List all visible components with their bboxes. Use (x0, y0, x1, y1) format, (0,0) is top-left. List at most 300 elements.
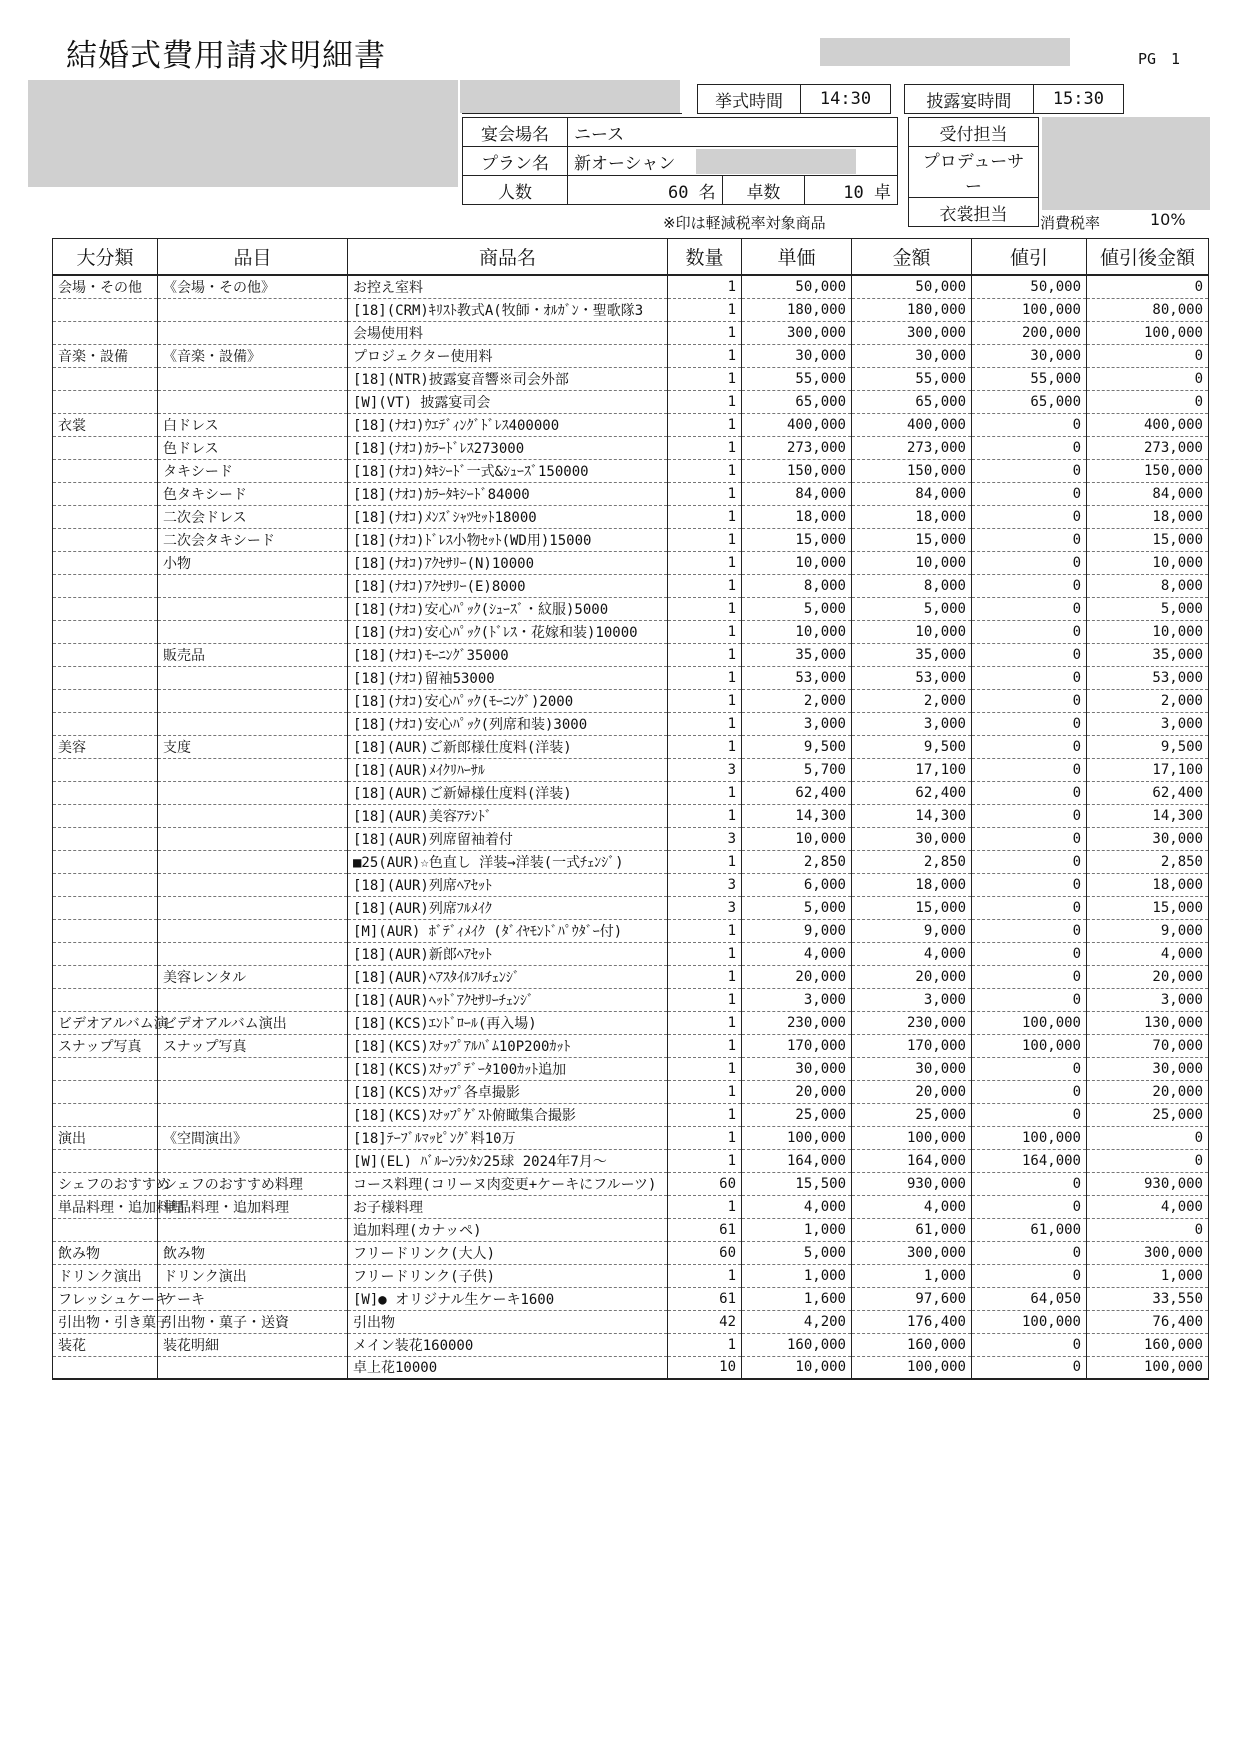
cell-amount: 150,000 (852, 459, 972, 482)
cell-net-amount: 0 (1087, 275, 1209, 298)
cell-discount: 0 (972, 712, 1087, 735)
cell-category: 会場・その他 (53, 275, 158, 298)
cell-amount: 400,000 (852, 413, 972, 436)
cell-unit-price: 400,000 (742, 413, 852, 436)
cell-product: [18](KCS)ｽﾅｯﾌﾟ各卓撮影 (348, 1080, 668, 1103)
cell-qty: 3 (668, 758, 742, 781)
cell-qty: 1 (668, 712, 742, 735)
tables-value: 10 卓 (805, 176, 898, 205)
cell-item (158, 597, 348, 620)
cell-amount: 97,600 (852, 1287, 972, 1310)
cell-discount: 0 (972, 804, 1087, 827)
table-row (53, 551, 1209, 574)
cell-discount: 0 (972, 643, 1087, 666)
cell-amount: 1,000 (852, 1264, 972, 1287)
cell-unit-price: 30,000 (742, 344, 852, 367)
cell-category (53, 459, 158, 482)
cell-discount: 0 (972, 1241, 1087, 1264)
cell-unit-price: 4,000 (742, 942, 852, 965)
table-row (53, 850, 1209, 873)
cell-product: [18](CRM)ｷﾘｽﾄ教式A(牧師・ｵﾙｶﾞﾝ・聖歌隊3 (348, 298, 668, 321)
cell-net-amount: 930,000 (1087, 1172, 1209, 1195)
cell-qty: 1 (668, 321, 742, 344)
cell-discount: 0 (972, 1356, 1087, 1379)
cell-product: [18](ﾅｵｺ)ﾓｰﾆﾝｸﾞ35000 (348, 643, 668, 666)
cell-unit-price: 3,000 (742, 988, 852, 1011)
cell-net-amount: 2,000 (1087, 689, 1209, 712)
table-row (53, 643, 1209, 666)
cell-item (158, 298, 348, 321)
cell-discount: 0 (972, 436, 1087, 459)
cell-item: ケーキ (158, 1287, 348, 1310)
cell-discount: 30,000 (972, 344, 1087, 367)
cell-product: ■25(AUR)☆色直し 洋装→洋装(一式ﾁｪﾝｼﾞ) (348, 850, 668, 873)
table-row (53, 390, 1209, 413)
cell-qty: 61 (668, 1287, 742, 1310)
cell-net-amount: 100,000 (1087, 321, 1209, 344)
cell-category: スナップ写真 (53, 1034, 158, 1057)
cell-discount: 0 (972, 597, 1087, 620)
cell-category (53, 666, 158, 689)
cell-amount: 17,100 (852, 758, 972, 781)
cell-item: 引出物・菓子・送資 (158, 1310, 348, 1333)
cell-discount: 0 (972, 873, 1087, 896)
cell-item (158, 919, 348, 942)
cell-unit-price: 10,000 (742, 827, 852, 850)
table-row (53, 597, 1209, 620)
cell-item (158, 1103, 348, 1126)
cell-product: [18](ﾅｵｺ)安心ﾊﾟｯｸ(列席和装)3000 (348, 712, 668, 735)
cell-unit-price: 20,000 (742, 965, 852, 988)
cell-unit-price: 6,000 (742, 873, 852, 896)
table-row (53, 1333, 1209, 1356)
cell-product: [18](ﾅｵｺ)留袖53000 (348, 666, 668, 689)
cell-qty: 1 (668, 850, 742, 873)
cell-category: 美容 (53, 735, 158, 758)
cell-net-amount: 1,000 (1087, 1264, 1209, 1287)
cell-category (53, 367, 158, 390)
cell-category (53, 942, 158, 965)
reception-time-value: 15:30 (1052, 89, 1104, 109)
cell-net-amount: 3,000 (1087, 712, 1209, 735)
cell-category (53, 482, 158, 505)
cell-product: [18](AUR)美容ｱﾃﾝﾄﾞ (348, 804, 668, 827)
cell-net-amount: 100,000 (1087, 1356, 1209, 1379)
cell-category: 単品料理・追加料理 (53, 1195, 158, 1218)
cell-product: [W](VT) 披露宴司会 (348, 390, 668, 413)
cell-discount: 64,050 (972, 1287, 1087, 1310)
cell-net-amount: 25,000 (1087, 1103, 1209, 1126)
redacted-block (460, 80, 680, 113)
table-row (53, 988, 1209, 1011)
cell-net-amount: 3,000 (1087, 988, 1209, 1011)
cell-discount: 0 (972, 1103, 1087, 1126)
cell-discount: 0 (972, 1333, 1087, 1356)
cell-category (53, 1080, 158, 1103)
cell-product: [W](EL) ﾊﾞﾙｰﾝﾗﾝﾀﾝ25球 2024年7月～ (348, 1149, 668, 1172)
table-row (53, 1034, 1209, 1057)
cell-unit-price: 65,000 (742, 390, 852, 413)
cell-product: [18](NTR)披露宴音響※司会外部 (348, 367, 668, 390)
table-row (53, 367, 1209, 390)
cell-amount: 4,000 (852, 942, 972, 965)
cell-item: 小物 (158, 551, 348, 574)
cell-item (158, 1356, 348, 1379)
guests-value: 60 名 (568, 176, 723, 205)
cell-unit-price: 1,000 (742, 1218, 852, 1241)
cell-item (158, 620, 348, 643)
cell-amount: 9,000 (852, 919, 972, 942)
cell-qty: 1 (668, 505, 742, 528)
table-row (53, 873, 1209, 896)
cell-item (158, 942, 348, 965)
cell-amount: 18,000 (852, 873, 972, 896)
cell-category (53, 988, 158, 1011)
cell-category: ドリンク演出 (53, 1264, 158, 1287)
cell-net-amount: 20,000 (1087, 1080, 1209, 1103)
cell-category (53, 321, 158, 344)
cell-amount: 14,300 (852, 804, 972, 827)
cell-qty: 1 (668, 988, 742, 1011)
cell-discount: 0 (972, 551, 1087, 574)
table-row (53, 1103, 1209, 1126)
cell-unit-price: 84,000 (742, 482, 852, 505)
cell-discount: 0 (972, 827, 1087, 850)
cell-unit-price: 170,000 (742, 1034, 852, 1057)
cell-item: 単品料理・追加料理 (158, 1195, 348, 1218)
cell-qty: 1 (668, 1057, 742, 1080)
cell-category (53, 919, 158, 942)
cell-unit-price: 100,000 (742, 1126, 852, 1149)
cell-category (53, 1356, 158, 1379)
cell-discount: 100,000 (972, 1034, 1087, 1057)
cell-category: 装花 (53, 1333, 158, 1356)
cell-item (158, 988, 348, 1011)
cell-amount: 25,000 (852, 1103, 972, 1126)
cell-net-amount: 10,000 (1087, 551, 1209, 574)
staff-grid (908, 117, 1039, 227)
cell-discount: 55,000 (972, 367, 1087, 390)
table-row (53, 321, 1209, 344)
cell-amount: 8,000 (852, 574, 972, 597)
table-row (53, 436, 1209, 459)
cell-category (53, 1218, 158, 1241)
cell-product: [18](AUR)ﾍｯﾄﾞｱｸｾｻﾘｰﾁｪﾝｼﾞ (348, 988, 668, 1011)
cell-unit-price: 5,700 (742, 758, 852, 781)
cell-unit-price: 4,200 (742, 1310, 852, 1333)
cell-net-amount: 17,100 (1087, 758, 1209, 781)
cell-net-amount: 33,550 (1087, 1287, 1209, 1310)
cell-unit-price: 14,300 (742, 804, 852, 827)
cell-net-amount: 18,000 (1087, 505, 1209, 528)
table-row (53, 620, 1209, 643)
cell-category (53, 390, 158, 413)
cell-category (53, 896, 158, 919)
cell-product: [18](ﾅｵｺ)安心ﾊﾟｯｸ(ﾓｰﾆﾝｸﾞ)2000 (348, 689, 668, 712)
cell-category (53, 781, 158, 804)
table-row (53, 298, 1209, 321)
cell-discount: 100,000 (972, 1126, 1087, 1149)
cell-net-amount: 0 (1087, 367, 1209, 390)
cell-unit-price: 8,000 (742, 574, 852, 597)
cell-item: 《音楽・設備》 (158, 344, 348, 367)
table-row (53, 1080, 1209, 1103)
cell-amount: 84,000 (852, 482, 972, 505)
cell-category (53, 597, 158, 620)
cell-amount: 2,000 (852, 689, 972, 712)
col-net-amount: 値引後金額 (1087, 239, 1209, 276)
table-row (53, 459, 1209, 482)
cell-category (53, 689, 158, 712)
cell-product: [18](AUR)ﾍｱｽﾀｲﾙﾌﾙﾁｪﾝｼﾞ (348, 965, 668, 988)
cell-unit-price: 300,000 (742, 321, 852, 344)
underline (462, 113, 682, 114)
cell-item (158, 781, 348, 804)
cell-net-amount: 30,000 (1087, 1057, 1209, 1080)
cell-category (53, 1149, 158, 1172)
cell-product: [18](AUR)ご新婦様仕度料(洋装) (348, 781, 668, 804)
cell-discount: 0 (972, 482, 1087, 505)
cell-qty: 1 (668, 1103, 742, 1126)
table-row (53, 758, 1209, 781)
table-row (53, 666, 1209, 689)
cell-category (53, 528, 158, 551)
cell-amount: 300,000 (852, 321, 972, 344)
table-row (53, 1057, 1209, 1080)
redacted-block (1042, 117, 1210, 210)
col-amount: 金額 (852, 239, 972, 276)
cell-product: [18](KCS)ｽﾅｯﾌﾟﾃﾞｰﾀ100ｶｯﾄ追加 (348, 1057, 668, 1080)
cell-unit-price: 5,000 (742, 597, 852, 620)
cell-category (53, 298, 158, 321)
cell-product: [18](ﾅｵｺ)ｶﾗｰﾀｷｼｰﾄﾞ84000 (348, 482, 668, 505)
cell-category (53, 505, 158, 528)
cell-product: お子様料理 (348, 1195, 668, 1218)
cell-discount: 0 (972, 942, 1087, 965)
cell-amount: 3,000 (852, 988, 972, 1011)
cell-product: [18](ﾅｵｺ)ｳｴﾃﾞｨﾝｸﾞﾄﾞﾚｽ400000 (348, 413, 668, 436)
cell-unit-price: 10,000 (742, 551, 852, 574)
cell-product: [18](ﾅｵｺ)ﾒﾝｽﾞｼｬﾂｾｯﾄ18000 (348, 505, 668, 528)
cell-item (158, 574, 348, 597)
cell-unit-price: 5,000 (742, 896, 852, 919)
cell-qty: 42 (668, 1310, 742, 1333)
cell-product: 追加料理(カナッペ) (348, 1218, 668, 1241)
cell-discount: 200,000 (972, 321, 1087, 344)
cell-item: タキシード (158, 459, 348, 482)
cell-qty: 1 (668, 1126, 742, 1149)
cell-discount: 0 (972, 528, 1087, 551)
plan-value: 新オーシャン (574, 153, 676, 174)
cell-product: [18](ﾅｵｺ)安心ﾊﾟｯｸ(ｼｭｰｽﾞ・紋服)5000 (348, 597, 668, 620)
cell-unit-price: 5,000 (742, 1241, 852, 1264)
cell-amount: 35,000 (852, 643, 972, 666)
cell-unit-price: 53,000 (742, 666, 852, 689)
cell-category (53, 1103, 158, 1126)
cell-qty: 1 (668, 597, 742, 620)
cell-item (158, 367, 348, 390)
cell-net-amount: 84,000 (1087, 482, 1209, 505)
cell-product: [18](AUR)列席留袖着付 (348, 827, 668, 850)
cell-qty: 1 (668, 1034, 742, 1057)
cell-item (158, 1149, 348, 1172)
cell-amount: 50,000 (852, 275, 972, 298)
tables-label: 卓数 (722, 176, 805, 205)
cell-discount: 65,000 (972, 390, 1087, 413)
cell-unit-price: 10,000 (742, 1356, 852, 1379)
cell-product: [18](ﾅｵｺ)ﾄﾞﾚｽ小物ｾｯﾄ(WD用)15000 (348, 528, 668, 551)
reception-time-box (904, 84, 1124, 114)
cell-unit-price: 9,500 (742, 735, 852, 758)
cell-qty: 1 (668, 390, 742, 413)
tax-rate-value: 10% (1150, 210, 1186, 229)
cell-category: フレッシュケーキ (53, 1287, 158, 1310)
cell-item: 白ドレス (158, 413, 348, 436)
cell-qty: 3 (668, 873, 742, 896)
cell-qty: 1 (668, 367, 742, 390)
col-item: 品目 (158, 239, 348, 276)
cell-category: 衣裳 (53, 413, 158, 436)
table-row (53, 275, 1209, 298)
cell-net-amount: 62,400 (1087, 781, 1209, 804)
table-row (53, 1195, 1209, 1218)
cell-product: [18](ﾅｵｺ)ﾀｷｼｰﾄﾞ一式&ｼｭｰｽﾞ150000 (348, 459, 668, 482)
cell-amount: 55,000 (852, 367, 972, 390)
cell-qty: 1 (668, 1011, 742, 1034)
table-row (53, 528, 1209, 551)
cell-qty: 1 (668, 735, 742, 758)
venue-info-grid (462, 117, 898, 205)
cell-item (158, 689, 348, 712)
cell-item: スナップ写真 (158, 1034, 348, 1057)
cell-net-amount: 15,000 (1087, 896, 1209, 919)
tax-rate-label: 消費税率 (1040, 214, 1101, 232)
table-row (53, 896, 1209, 919)
cell-net-amount: 0 (1087, 390, 1209, 413)
cell-net-amount: 300,000 (1087, 1241, 1209, 1264)
cell-category (53, 827, 158, 850)
cell-discount: 100,000 (972, 1310, 1087, 1333)
cell-discount: 100,000 (972, 1011, 1087, 1034)
venue-label: 宴会場名 (463, 118, 568, 147)
cell-net-amount: 15,000 (1087, 528, 1209, 551)
table-row (53, 712, 1209, 735)
cell-unit-price: 9,000 (742, 919, 852, 942)
cell-amount: 30,000 (852, 827, 972, 850)
cell-amount: 3,000 (852, 712, 972, 735)
cell-unit-price: 2,850 (742, 850, 852, 873)
cell-item: 販売品 (158, 643, 348, 666)
table-row (53, 1287, 1209, 1310)
cell-category (53, 758, 158, 781)
cell-product: [18](AUR)新郎ﾍｱｾｯﾄ (348, 942, 668, 965)
cell-item: 色タキシード (158, 482, 348, 505)
cell-unit-price: 55,000 (742, 367, 852, 390)
cell-net-amount: 8,000 (1087, 574, 1209, 597)
cell-unit-price: 10,000 (742, 620, 852, 643)
cell-qty: 1 (668, 804, 742, 827)
cell-amount: 273,000 (852, 436, 972, 459)
cell-unit-price: 150,000 (742, 459, 852, 482)
cell-category (53, 643, 158, 666)
cell-qty: 60 (668, 1241, 742, 1264)
cell-product: お控え室料 (348, 275, 668, 298)
cell-net-amount: 14,300 (1087, 804, 1209, 827)
cell-discount: 0 (972, 1195, 1087, 1218)
cell-discount: 0 (972, 620, 1087, 643)
cell-item (158, 666, 348, 689)
table-row (53, 827, 1209, 850)
cell-discount: 61,000 (972, 1218, 1087, 1241)
cell-qty: 1 (668, 413, 742, 436)
cell-unit-price: 160,000 (742, 1333, 852, 1356)
cell-product: [18](KCS)ｽﾅｯﾌﾟｹﾞｽﾄ俯瞰集合撮影 (348, 1103, 668, 1126)
table-row (53, 781, 1209, 804)
table-row (53, 1310, 1209, 1333)
col-unit-price: 単価 (742, 239, 852, 276)
cell-amount: 15,000 (852, 896, 972, 919)
reception-time-label: 披露宴時間 (905, 85, 1034, 113)
cell-amount: 65,000 (852, 390, 972, 413)
cell-net-amount: 9,500 (1087, 735, 1209, 758)
cell-net-amount: 2,850 (1087, 850, 1209, 873)
cell-item (158, 712, 348, 735)
ceremony-time-label: 挙式時間 (698, 85, 801, 113)
cell-qty: 1 (668, 1080, 742, 1103)
cell-qty: 1 (668, 1149, 742, 1172)
cell-amount: 100,000 (852, 1126, 972, 1149)
table-row (53, 344, 1209, 367)
cell-net-amount: 70,000 (1087, 1034, 1209, 1057)
cell-net-amount: 9,000 (1087, 919, 1209, 942)
cell-unit-price: 180,000 (742, 298, 852, 321)
cell-qty: 1 (668, 781, 742, 804)
cell-qty: 3 (668, 896, 742, 919)
table-row (53, 1126, 1209, 1149)
cell-amount: 30,000 (852, 344, 972, 367)
table-row (53, 1149, 1209, 1172)
document-title: 結婚式費用請求明細書 (66, 38, 386, 74)
cell-product: [18](ﾅｵｺ)安心ﾊﾟｯｸ(ﾄﾞﾚｽ・花嫁和装)10000 (348, 620, 668, 643)
ceremony-time-value: 14:30 (819, 89, 872, 109)
table-row (53, 1011, 1209, 1034)
cell-item: 装花明細 (158, 1333, 348, 1356)
reception-staff-label: 受付担当 (909, 118, 1039, 147)
cell-product: [18](AUR)列席ﾍｱｾｯﾄ (348, 873, 668, 896)
cell-net-amount: 4,000 (1087, 942, 1209, 965)
cell-discount: 164,000 (972, 1149, 1087, 1172)
cell-unit-price: 50,000 (742, 275, 852, 298)
cell-amount: 18,000 (852, 505, 972, 528)
costume-staff-label: 衣裳担当 (909, 198, 1039, 227)
cell-product: [18](KCS)ｽﾅｯﾌﾟｱﾙﾊﾞﾑ10P200ｶｯﾄ (348, 1034, 668, 1057)
cell-category (53, 551, 158, 574)
cell-discount: 0 (972, 413, 1087, 436)
table-row (53, 689, 1209, 712)
cell-category (53, 712, 158, 735)
guests-label: 人数 (463, 176, 568, 205)
cell-product: [18](ﾅｵｺ)ｱｸｾｻﾘｰ(N)10000 (348, 551, 668, 574)
cell-net-amount: 273,000 (1087, 436, 1209, 459)
cell-item (158, 896, 348, 919)
cell-qty: 1 (668, 298, 742, 321)
cell-product: 卓上花10000 (348, 1356, 668, 1379)
cell-product: コース料理(コリーヌ肉変更+ケーキにフルーツ) (348, 1172, 668, 1195)
cell-net-amount: 150,000 (1087, 459, 1209, 482)
cell-item (158, 1080, 348, 1103)
col-qty: 数量 (668, 239, 742, 276)
cell-category: 演出 (53, 1126, 158, 1149)
